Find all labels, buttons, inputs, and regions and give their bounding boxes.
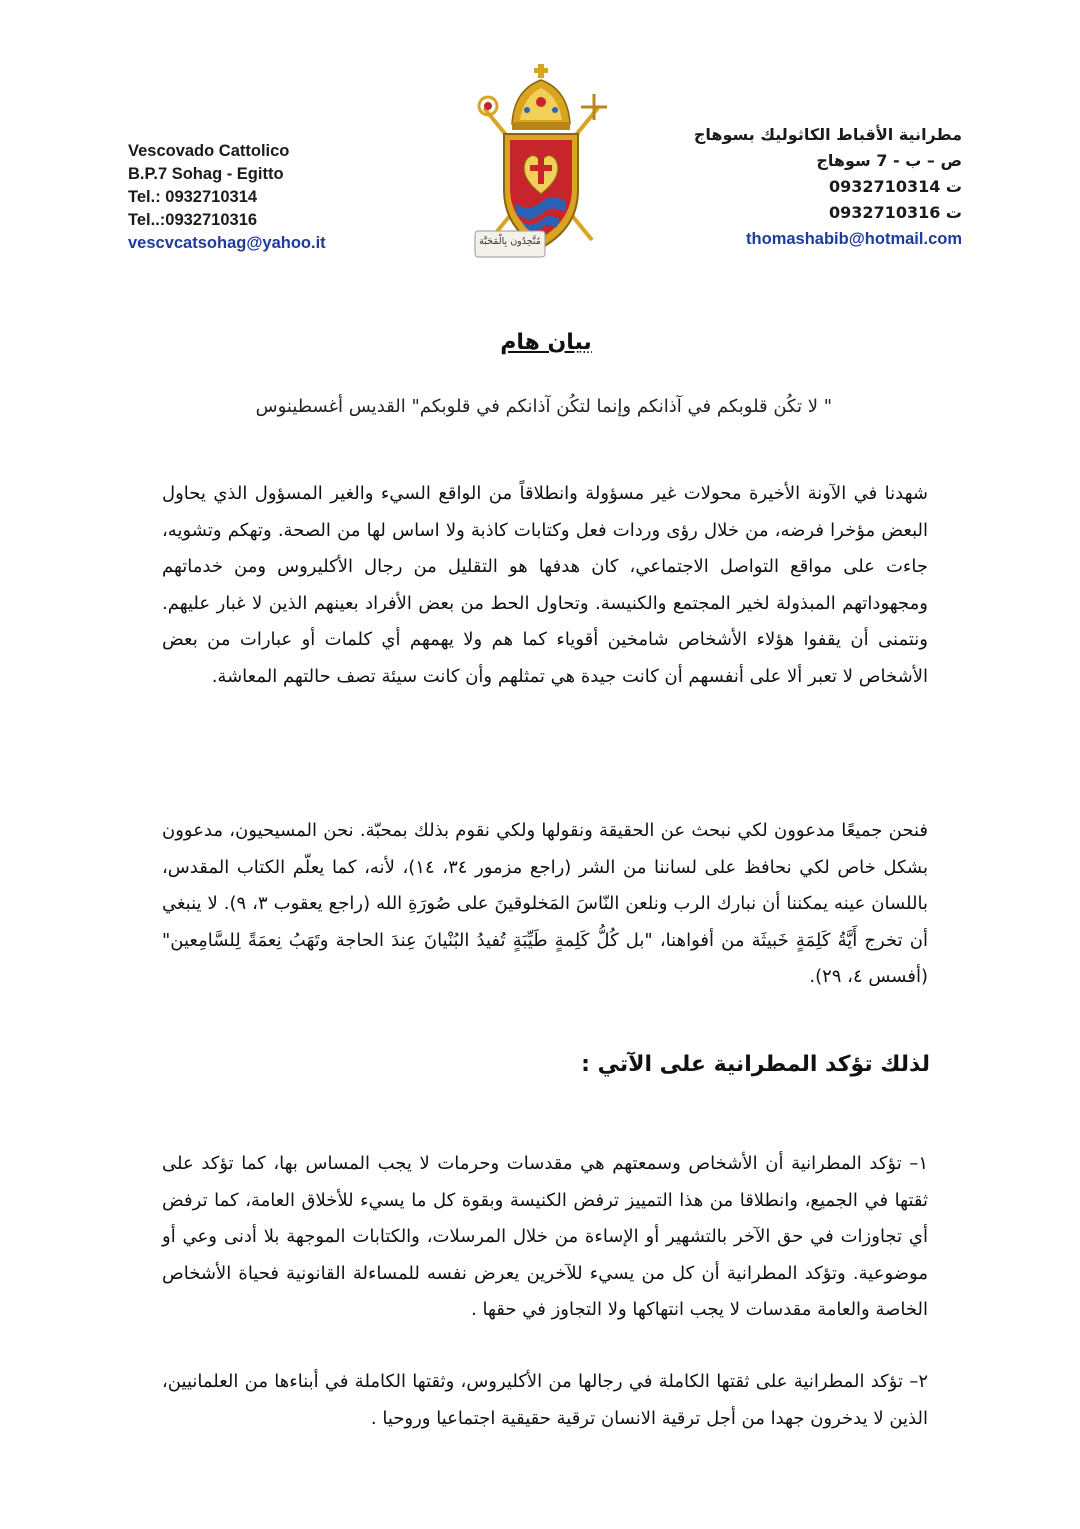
motto-banner — [474, 228, 546, 262]
paragraph-scripture: فنحن جميعًا مدعوون لكي نبحث عن الحقيقة ونقولها ولكي نقوم بذلك بمحبّة. نحن المسيحيون، مدعوون بشكل خاص لكي نحافظ على لساننا من الشر (راجع مزمور ٣٤، ١٤)، لأنه، كما يعلّم الكتاب المقدس، باللسان عينه يمكننا أن نبارك الرب ونلعن النّاسَ المَخلوقينَ على صُورَةِ الله (راجع يعقوب ٣، ٩). لا ينبغي أن تخرج أَيَّةُ كَلِمَةٍ خَبيثَة من أفواهنا، "بل كُلُّ كَلِمةٍ طَيِّبَةٍ تُفيدُ البُنْيانَ عِندَ الحاجة وتَهَبُ نِعمَةً لِلسَّامِعين" (أفسس ٤، ٢٩). — [162, 820, 928, 987]
saint-augustine-quote: " لا تكُن قلوبكم في آذانكم وإنما لتكُن آذانكم في قلوبكم" القديس أغسطينوس — [255, 396, 832, 417]
latin-contact-block — [128, 140, 428, 255]
phone-2-latin: Tel..:0932710316 — [128, 211, 258, 229]
postal-address-latin: B.P.7 Sohag - Egitto — [128, 165, 284, 183]
section-heading: لذلك تؤكد المطرانية على الآتي : — [581, 1052, 930, 1077]
arabic-contact-block — [662, 122, 962, 252]
diocese-name-latin: Vescovado Cattolico — [128, 142, 290, 160]
phone-1-latin: Tel.: 0932710314 — [128, 188, 258, 206]
diocese-name-arabic: مطرانية الأقباط الكاثوليك بسوهاج — [693, 125, 962, 144]
page-title: بيان هام — [500, 330, 592, 355]
phone-1-arabic: ت 0932710314 — [829, 177, 962, 196]
postal-address-arabic: ص – ب - 7 سوهاج — [816, 151, 962, 170]
point-one: ١– تؤكد المطرانية أن الأشخاص وسمعتهم هي مقدسات وحرمات لا يجب المساس بها، كما تؤكد على ثقتها في الجميع، وانطلاقا من هذا التمييز ترفض الكنيسة وبقوة كل ما يسيء للأخلاق العامة، كما ترفض أي تجاوزات في حق الآخر بالتشهير أو الإساءة من خلال المرسلات، والكتابات الموجهة بلا أدنى وعي أو موضوعية. وتؤكد المطرانية أن كل من يسيء للآخرين يعرض نفسه للمساءلة القانونية فحياة الأشخاص الخاصة والعامة مقدسات لا يجب انتهاكها ولا التجاوز في حقها . — [162, 1153, 928, 1320]
email-arabic[interactable]: thomashabib@hotmail.com — [746, 230, 962, 248]
email-latin[interactable]: vescvcatsohag@yahoo.it — [128, 234, 326, 252]
paragraph-intro: شهدنا في الآونة الأخيرة محولات غير مسؤولة وانطلاقاً من الواقع السيء والغير المسؤول الذي يحاول البعض مؤخرا فرضه، من خلال رؤى وردات فعل وكتابات كاذبة ولا اساس لها من الصحة. وتهكم وتشويه، جاءت على مواقع التواصل الاجتماعي، كان هدفها هو التقليل من رجال الأكليروس ومن خدماتهم ومجهوداتهم المبذولة لخير المجتمع والكنيسة. وتحاول الحط من بعض الأفراد بعينهم الذين لا غبار عليهم. ونتمنى أن يقفوا هؤلاء الأشخاص شامخين أقوياء كما هم ولا يهمهم أي كلمات أو عبارات من بعض الأشخاص لا تعبر ألا على أنفسهم أن كانت جيدة هي تمثلهم وأن كانت سيئة تصف حالتهم المعاشة. — [162, 483, 928, 687]
point-two: ٢– تؤكد المطرانية على ثقتها الكاملة في رجالها من الأكليروس، وثقتها الكاملة في أبناءها من العلمانيين، الذين لا يدخرون جهدا من أجل ترقية الانسان ترقية حقيقية اجتماعيا وروحيا . — [162, 1371, 928, 1429]
phone-2-arabic: ت 0932710316 — [829, 203, 962, 222]
motto-text: مُتَّحِدُون بِالْمَحَبَّة — [479, 236, 541, 247]
